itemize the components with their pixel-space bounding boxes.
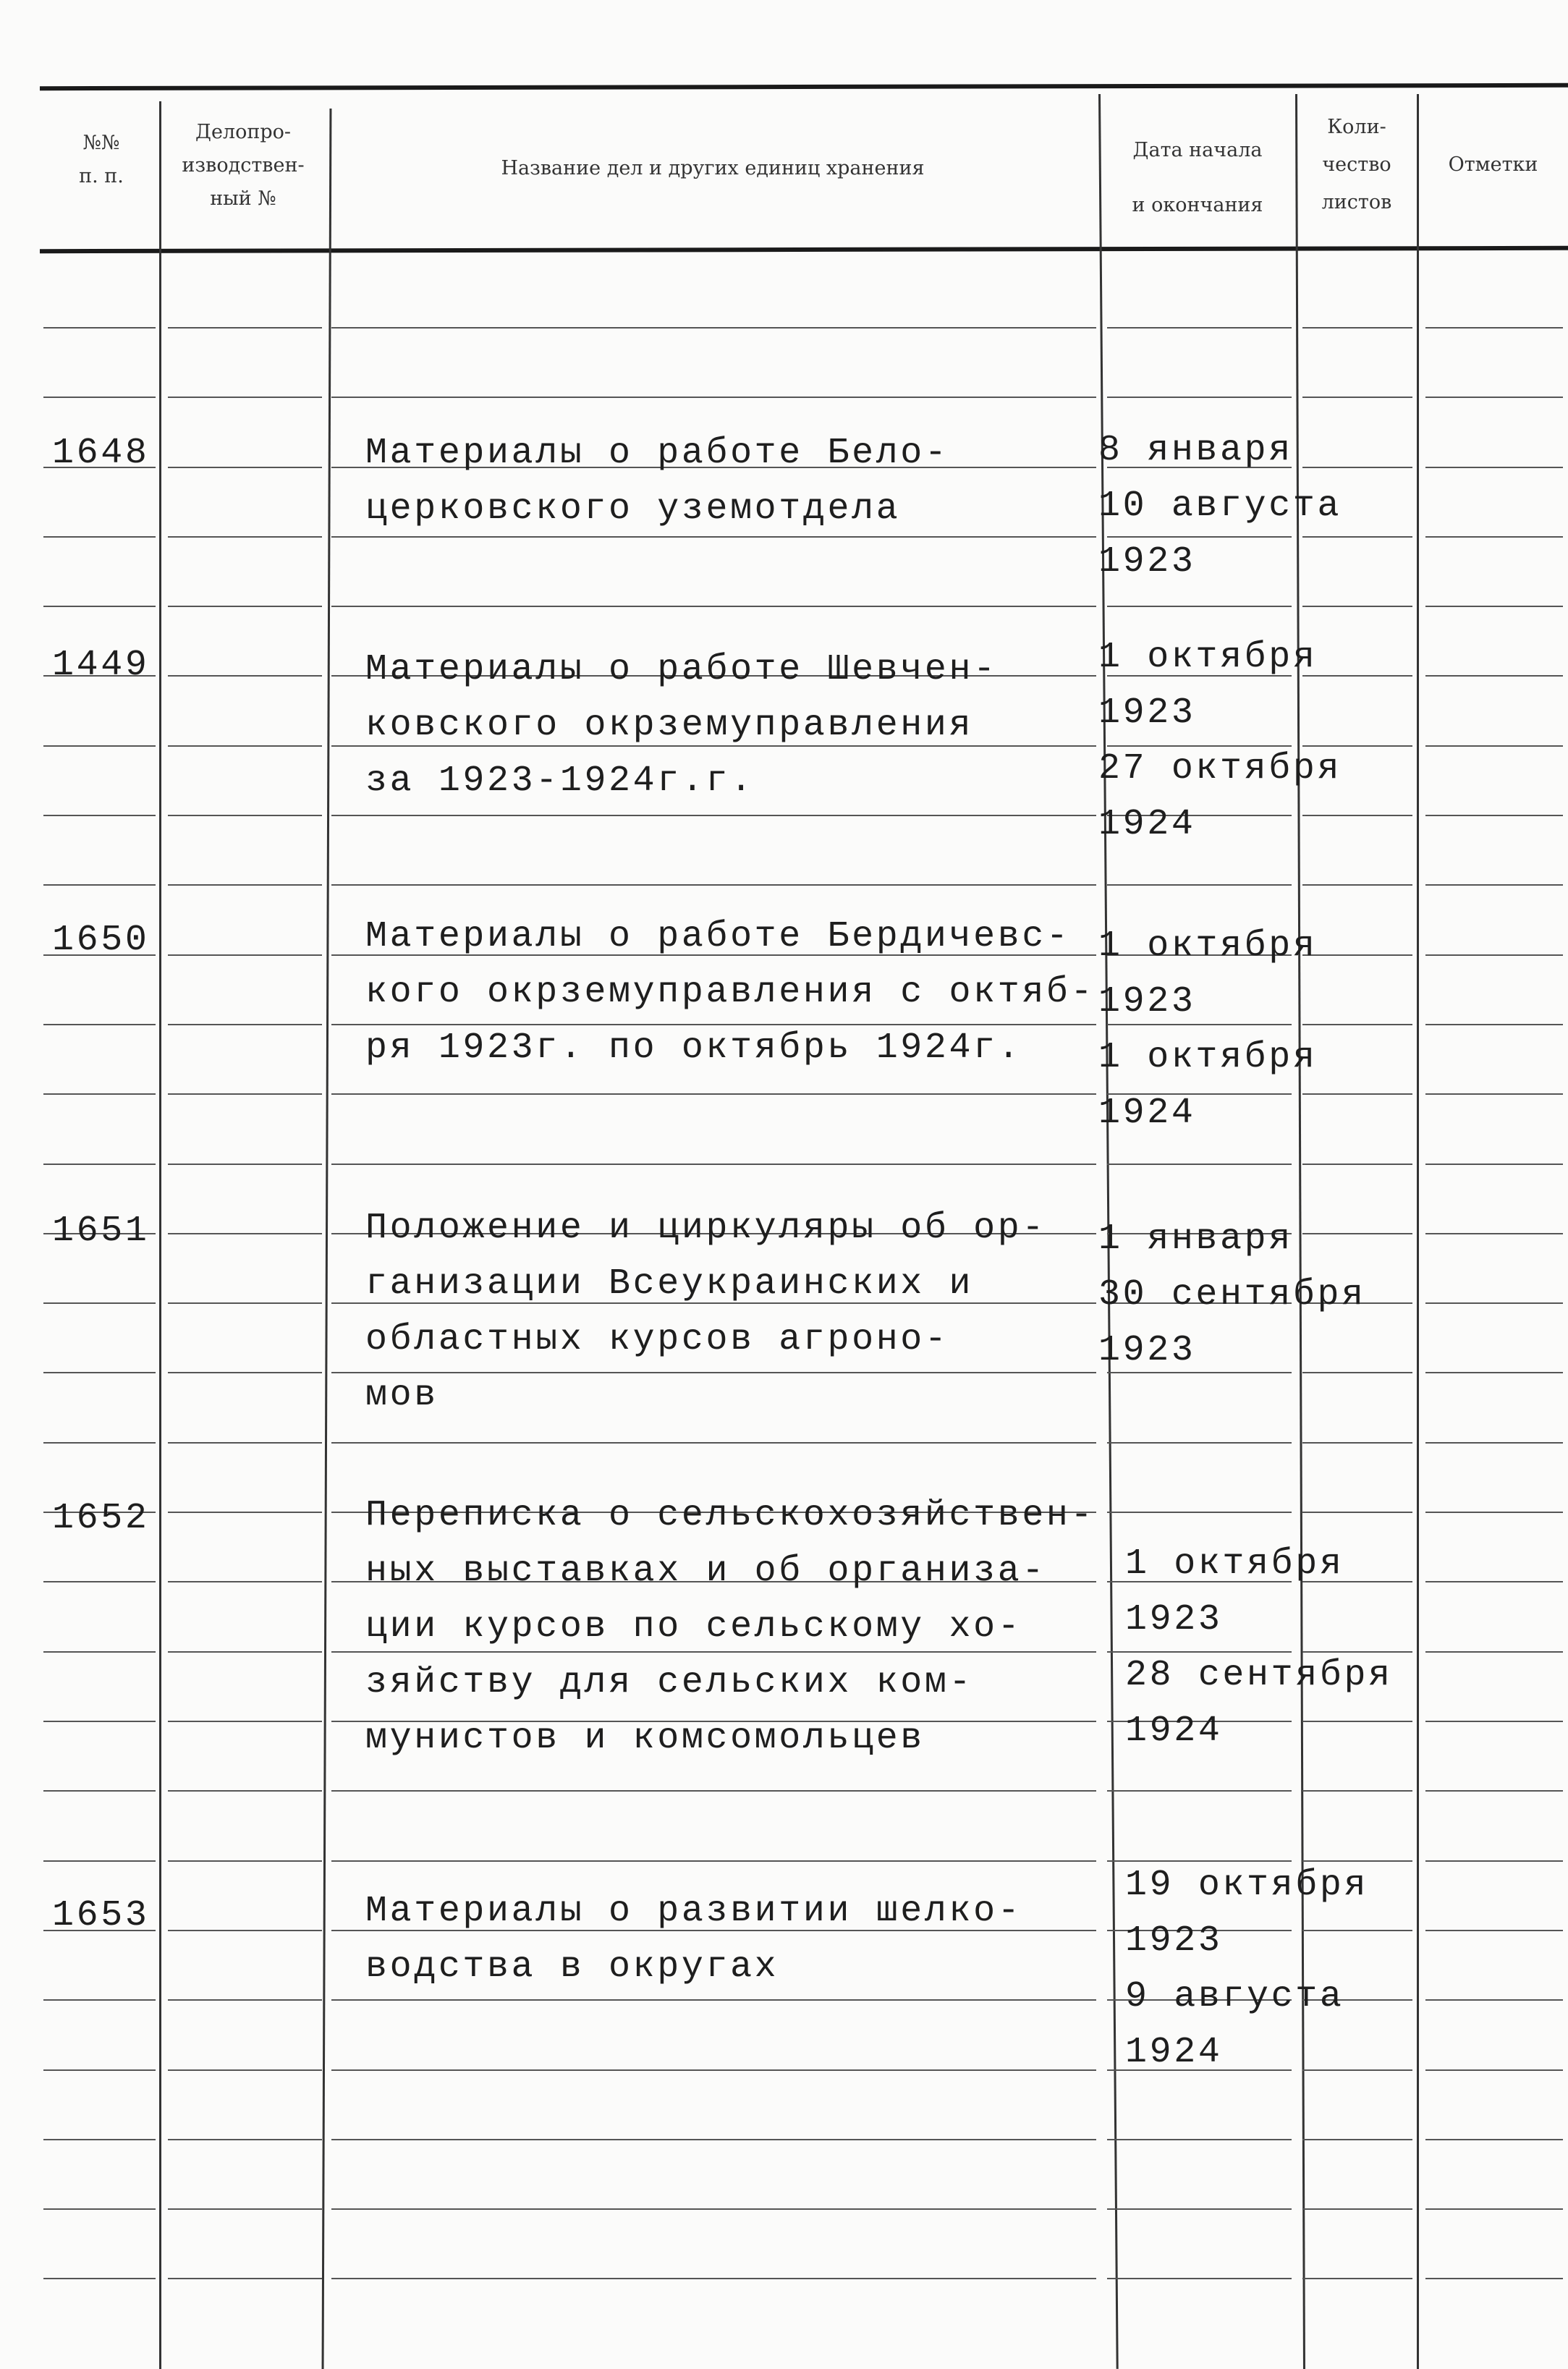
ruled-line [1302, 1512, 1412, 1513]
ruled-line [1107, 884, 1292, 886]
ruled-line [1107, 2208, 1292, 2210]
ruled-line [1302, 1024, 1412, 1025]
ruled-line [168, 327, 322, 329]
entry-title-line: мов [365, 1375, 438, 1416]
ruled-line [1425, 2139, 1563, 2140]
ruled-line [1425, 397, 1563, 398]
header-sheets: Коли- чество листов [1321, 116, 1392, 213]
entry-title-line: ковского окрземуправления [365, 705, 974, 746]
entry-title-line: церковского уземотдела [365, 488, 901, 530]
entry-date-line: 10 августа [1098, 486, 1342, 527]
header-title: Название дел и других единиц хранения [501, 157, 925, 179]
ruled-line [1425, 2208, 1563, 2210]
ruled-line [168, 1442, 322, 1444]
ruled-line [1302, 1164, 1412, 1165]
ruled-line [331, 815, 1096, 816]
ruled-line [43, 2208, 156, 2210]
ruled-line [1425, 745, 1563, 747]
ruled-line [331, 884, 1096, 886]
ruled-line [1302, 2208, 1412, 2210]
entry-title [365, 425, 949, 537]
entry-title-line: водства в округах [365, 1946, 779, 1988]
ruled-line [1425, 1024, 1563, 1025]
ruled-line [43, 745, 156, 747]
entry-title-line: ции курсов по сельскому хо- [365, 1606, 1022, 1648]
ruled-line [168, 1651, 322, 1653]
entry-date-line: 30 сентября [1098, 1274, 1366, 1315]
ruled-line [1107, 397, 1292, 398]
entry-date-line: 1923 [1098, 541, 1196, 582]
ruled-line [1425, 467, 1563, 468]
entry-date-line: 1923 [1125, 1599, 1223, 1640]
entry-date-line: 27 октября [1098, 748, 1342, 789]
ruled-line [168, 1512, 322, 1513]
ruled-line [1425, 2069, 1563, 2071]
ruled-line [43, 606, 156, 607]
ruled-line [1107, 1512, 1292, 1513]
entry-dates [1125, 1857, 1368, 2080]
ruled-line [168, 1164, 322, 1165]
ruled-line [1425, 1860, 1563, 1862]
ruled-line [1302, 2139, 1412, 2140]
ruled-line [43, 1302, 156, 1304]
ruled-line [168, 2069, 322, 2071]
ruled-line [1425, 1930, 1563, 1931]
entry-date-line: 1 октября [1098, 1037, 1318, 1078]
ruled-line [331, 1790, 1096, 1792]
ruled-line [331, 2139, 1096, 2140]
ruled-line [43, 1860, 156, 1862]
ruled-line [331, 327, 1096, 329]
ruled-line [43, 536, 156, 538]
column-divider [159, 101, 161, 2369]
entry-title-line: кого окрземуправления с октяб- [365, 972, 1096, 1013]
ruled-line [1107, 606, 1292, 607]
ruled-line [1425, 327, 1563, 329]
entry-title-line: Материалы о работе Бердичевс- [365, 916, 1071, 957]
entry-date-line: 19 октября [1125, 1865, 1369, 1906]
ruled-line [1302, 1442, 1412, 1444]
entry-title-line: Материалы о работе Бело- [365, 433, 949, 474]
ruled-line [1425, 675, 1563, 677]
ruled-line [168, 815, 322, 816]
ruled-line [1302, 1790, 1412, 1792]
ruled-line [43, 1581, 156, 1582]
entry-date-line: 1923 [1098, 692, 1196, 734]
ruled-line [43, 1790, 156, 1792]
ruled-line [43, 1164, 156, 1165]
entry-dates [1098, 423, 1342, 590]
entry-number: 1650 [52, 920, 150, 961]
ruled-line [168, 954, 322, 956]
ruled-line [1107, 1790, 1292, 1792]
ruled-line [1302, 2278, 1412, 2279]
ruled-line [1425, 2278, 1563, 2279]
entry-date-line: 1923 [1125, 1920, 1223, 1962]
ruled-line [168, 467, 322, 468]
ruled-line [331, 2278, 1096, 2279]
entry-date-line: 1 января [1098, 1219, 1293, 1260]
ruled-line [43, 1442, 156, 1444]
ruled-line [1425, 1302, 1563, 1304]
entry-title-line: Переписка о сельскохозяйствен- [365, 1495, 1096, 1536]
entry-title-line: зяйству для сельских ком- [365, 1662, 974, 1703]
ruled-line [1302, 397, 1412, 398]
entry-number: 1652 [52, 1498, 150, 1539]
header-number: №№ п. п. [79, 132, 124, 187]
ruled-line [168, 1372, 322, 1373]
entry-title [365, 642, 998, 809]
ruled-line [43, 815, 156, 816]
header-top-rule [40, 83, 1568, 90]
column-divider [1417, 94, 1419, 2369]
entry-dates [1125, 1536, 1393, 1759]
ruled-line [1425, 1581, 1563, 1582]
header-bottom-rule [40, 246, 1568, 253]
ruled-line [168, 606, 322, 607]
ruled-line [168, 1721, 322, 1722]
column-divider [322, 109, 332, 2369]
ruled-line [331, 2069, 1096, 2071]
ruled-line [168, 1930, 322, 1931]
ruled-line [168, 675, 322, 677]
ruled-line [1107, 1442, 1292, 1444]
ruled-line [1302, 1093, 1412, 1095]
ruled-line [1302, 884, 1412, 886]
ruled-line [1107, 1164, 1292, 1165]
ruled-line [43, 2278, 156, 2279]
ruled-line [168, 397, 322, 398]
ruled-line [168, 1999, 322, 2001]
entry-title-line: Материалы о развитии шелко- [365, 1891, 1022, 1932]
entry-date-line: 1923 [1098, 1330, 1196, 1371]
ruled-line [43, 1372, 156, 1373]
entry-title [365, 1200, 1046, 1423]
entry-title-line: областных курсов агроно- [365, 1319, 949, 1360]
entry-dates [1098, 630, 1342, 852]
ruled-line [43, 2069, 156, 2071]
ruled-line [168, 884, 322, 886]
entry-date-line: 1924 [1125, 1711, 1223, 1752]
ruled-line [331, 606, 1096, 607]
entry-number: 1653 [52, 1895, 150, 1936]
ruled-line [331, 397, 1096, 398]
ruled-line [1425, 1372, 1563, 1373]
ruled-line [331, 1442, 1096, 1444]
entry-title-line: ря 1923г. по октябрь 1924г. [365, 1027, 1022, 1069]
ruled-line [1107, 327, 1292, 329]
ruled-line [1425, 1442, 1563, 1444]
ruled-line [1302, 954, 1412, 956]
entry-title-line: Материалы о работе Шевчен- [365, 649, 998, 690]
ruled-line [43, 884, 156, 886]
entry-dates [1098, 1211, 1366, 1378]
entry-title [365, 909, 1095, 1076]
ruled-line [1107, 2139, 1292, 2140]
entry-title-line: Положение и циркуляры об ор- [365, 1208, 1046, 1249]
ruled-line [1425, 1093, 1563, 1095]
entry-date-line: 8 января [1098, 430, 1293, 471]
ruled-line [1425, 1164, 1563, 1165]
ruled-line [168, 2278, 322, 2279]
entry-number: 1651 [52, 1211, 150, 1252]
ruled-line [43, 397, 156, 398]
entry-title-line: за 1923-1924г.г. [365, 760, 755, 802]
entry-title-line: мунистов и комсомольцев [365, 1718, 925, 1759]
header-notes: Отметки [1448, 153, 1538, 176]
ruled-line [1425, 606, 1563, 607]
ruled-line [1425, 1512, 1563, 1513]
ruled-line [168, 1093, 322, 1095]
ruled-line [1302, 327, 1412, 329]
ruled-line [168, 1024, 322, 1025]
entry-date-line: 1924 [1125, 2032, 1223, 2073]
entry-date-line: 1924 [1098, 804, 1196, 845]
ruled-line [1302, 606, 1412, 607]
ruled-line [331, 2208, 1096, 2210]
ruled-line [331, 1999, 1096, 2001]
ruled-line [168, 2139, 322, 2140]
ruled-line [1425, 1790, 1563, 1792]
ruled-line [43, 1721, 156, 1722]
ruled-line [168, 1302, 322, 1304]
ruled-line [168, 1581, 322, 1582]
ruled-line [331, 1093, 1096, 1095]
entry-title [365, 1883, 1022, 1995]
ruled-line [168, 2208, 322, 2210]
ruled-line [1425, 954, 1563, 956]
ruled-line [43, 1093, 156, 1095]
entry-title-line: ганизации Всеукраинских и [365, 1263, 974, 1305]
ruled-line [1425, 884, 1563, 886]
ruled-line [168, 536, 322, 538]
entry-number: 1648 [52, 433, 150, 474]
ruled-line [168, 1233, 322, 1234]
ruled-line [43, 2139, 156, 2140]
entry-date-line: 1923 [1098, 981, 1196, 1022]
ruled-line [331, 1164, 1096, 1165]
ruled-line [43, 1651, 156, 1653]
ruled-line [1425, 1999, 1563, 2001]
ruled-line [168, 1860, 322, 1862]
entry-date-line: 1 октября [1098, 637, 1318, 678]
ruled-line [1425, 1233, 1563, 1234]
header-office-number: Делопро- изводствен- ный № [182, 121, 305, 210]
entry-number: 1449 [52, 645, 150, 686]
ruled-line [168, 745, 322, 747]
ruled-line [43, 1999, 156, 2001]
entry-date-line: 1 октября [1098, 925, 1318, 967]
entry-title [365, 1488, 1095, 1766]
ruled-line [1425, 1721, 1563, 1722]
entry-date-line: 28 сентября [1125, 1655, 1393, 1696]
ruled-line [331, 1860, 1096, 1862]
entry-date-line: 1 октября [1125, 1543, 1344, 1585]
entry-title-line: ных выставках и об организа- [365, 1551, 1046, 1592]
entry-date-line: 1924 [1098, 1093, 1196, 1134]
ruled-line [1425, 815, 1563, 816]
ruled-line [1425, 536, 1563, 538]
entry-dates [1098, 918, 1317, 1141]
ruled-line [43, 327, 156, 329]
ruled-line [1425, 1651, 1563, 1653]
ruled-line [1107, 2278, 1292, 2279]
header-dates: Дата начала и окончания [1132, 139, 1263, 216]
entry-date-line: 9 августа [1125, 1976, 1344, 2017]
ruled-line [168, 1790, 322, 1792]
ruled-line [43, 1024, 156, 1025]
